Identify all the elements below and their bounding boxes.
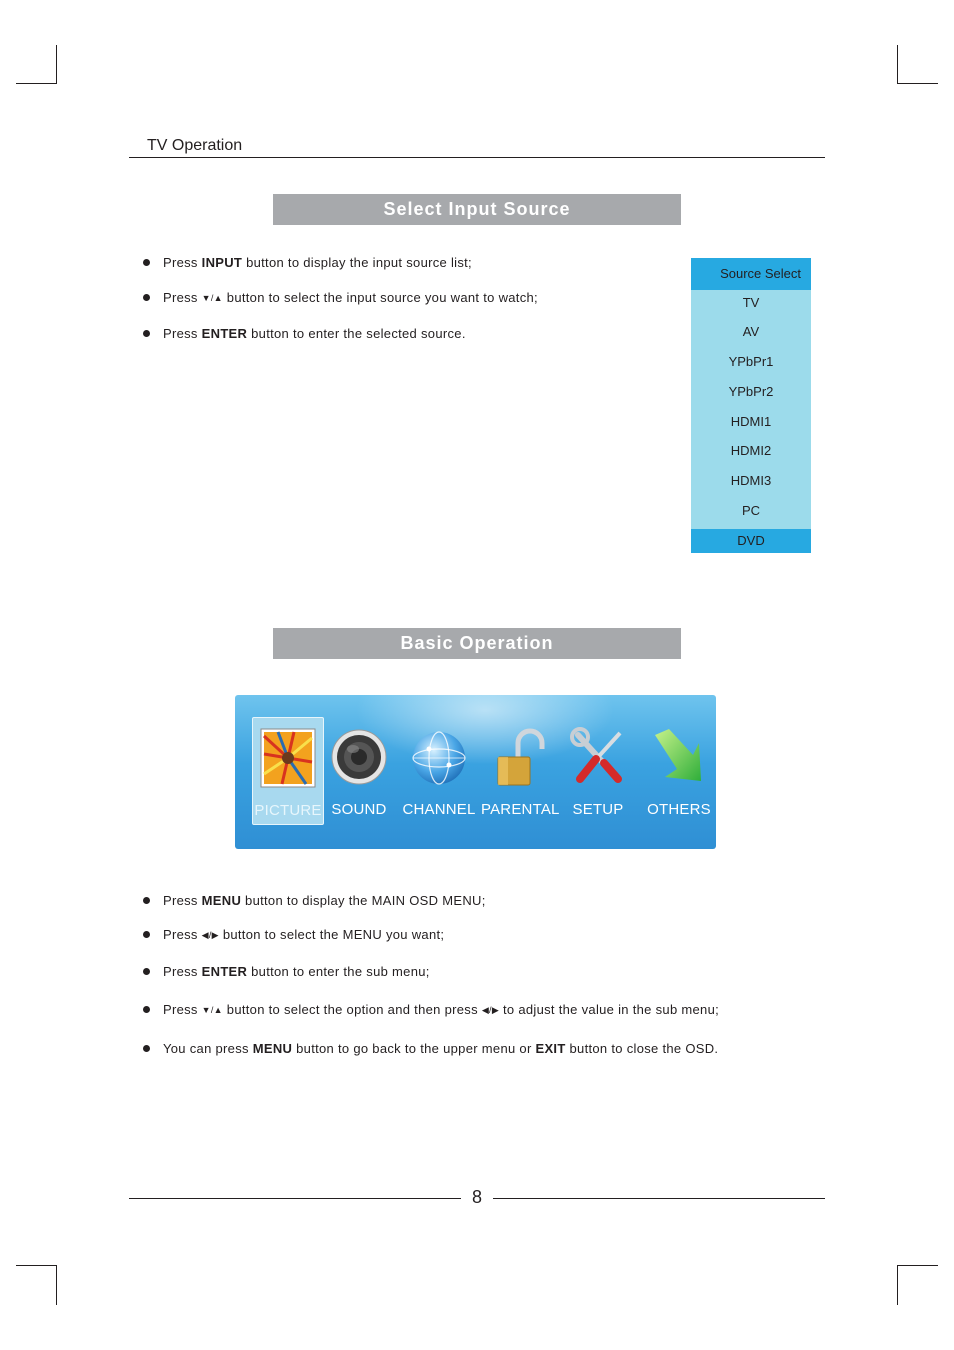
arrow-down-right-icon [651, 727, 707, 787]
down-up-arrow-icon: ▼/▲ [201, 293, 223, 303]
source-select-menu [691, 258, 811, 553]
header-rule [129, 157, 825, 158]
crop-mark [897, 1265, 938, 1266]
source-item-hdmi2[interactable]: HDMI2 [730, 443, 772, 458]
osd-menu-label: SOUND [331, 801, 387, 818]
bullet-dot-icon [143, 294, 150, 301]
key-enter: ENTER [201, 326, 248, 341]
page-header-title: TV Operation [147, 137, 243, 154]
key-input: INPUT [201, 255, 243, 270]
source-item-ypbpr1[interactable]: YPbPr1 [728, 354, 774, 369]
picture-icon [260, 728, 316, 788]
key-menu: MENU [252, 1041, 293, 1056]
osd-menu-picture[interactable] [252, 717, 324, 825]
bullet-dot-icon [143, 931, 150, 938]
crop-mark [16, 1265, 57, 1266]
source-item-tv[interactable]: TV [742, 295, 760, 310]
crop-mark [56, 45, 57, 84]
osd-menu-label: OTHERS [647, 801, 711, 818]
source-select-title: Source Select [691, 258, 811, 290]
crop-mark [897, 45, 898, 84]
key-enter: ENTER [201, 964, 248, 979]
osd-menu-others[interactable] [639, 717, 716, 825]
osd-menu-channel[interactable] [400, 717, 478, 825]
source-item-ypbpr2[interactable]: YPbPr2 [728, 384, 774, 399]
section-banner-select-input-source: Select Input Source [273, 194, 681, 225]
bullet-dot-icon [143, 259, 150, 266]
osd-menu-sound[interactable] [324, 717, 394, 825]
key-exit: EXIT [535, 1041, 566, 1056]
osd-menu-setup[interactable] [561, 717, 635, 825]
source-item-hdmi3[interactable]: HDMI3 [730, 473, 772, 488]
section-banner-basic-operation: Basic Operation [273, 628, 681, 659]
crop-mark [56, 1265, 57, 1305]
crop-mark [16, 83, 57, 84]
osd-menu-label: CHANNEL [402, 801, 476, 818]
bullet-dot-icon [143, 1006, 150, 1013]
source-item-hdmi1[interactable]: HDMI1 [730, 414, 772, 429]
left-right-arrow-icon: ◀/▶ [481, 1005, 500, 1015]
down-up-arrow-icon: ▼/▲ [201, 1005, 223, 1015]
main-osd-menu [235, 695, 716, 849]
footer-rule-right [493, 1198, 825, 1199]
globe-icon [411, 727, 467, 787]
crop-mark [897, 1265, 898, 1305]
bullet-dot-icon [143, 897, 150, 904]
speaker-icon [331, 727, 387, 787]
osd-menu-parental[interactable] [481, 717, 559, 825]
source-item-dvd[interactable]: DVD [691, 529, 811, 553]
source-item-av[interactable]: AV [742, 324, 760, 339]
bullet-dot-icon [143, 1045, 150, 1052]
crop-mark [897, 83, 938, 84]
bullet-dot-icon [143, 330, 150, 337]
osd-menu-label: PARENTAL [481, 801, 560, 818]
osd-menu-label: PICTURE [254, 802, 322, 819]
key-menu: MENU [201, 893, 242, 908]
source-item-pc[interactable]: PC [741, 503, 761, 518]
tools-icon [570, 727, 626, 787]
bullet-dot-icon [143, 968, 150, 975]
page-number: 8 [471, 1187, 482, 1207]
footer-rule-left [129, 1198, 461, 1199]
padlock-icon [492, 727, 548, 787]
left-right-arrow-icon: ◀/▶ [201, 930, 219, 940]
osd-menu-label: SETUP [572, 801, 624, 818]
